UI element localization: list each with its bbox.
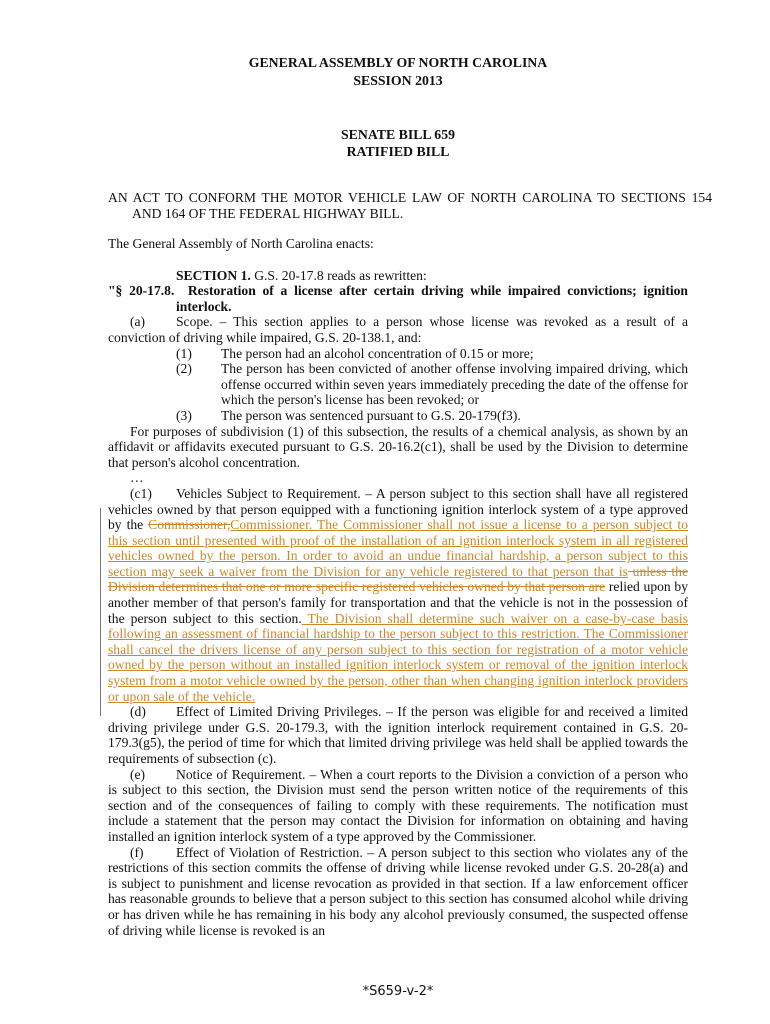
subsection-e <box>108 767 688 845</box>
list-item-number: (2) <box>176 361 192 377</box>
subsection-d-text: Effect of Limited Driving Privileges. – If the person was eligible for and received a limited driving privilege under G.S. 20-179.3, with the ignition interlock requirement contained in G.S. 20-179.3(g5), the period of time for which that limited driving privilege was held shall be applied towards the requirements of subsection (c). <box>108 704 688 766</box>
subsection-a-label: (a) <box>130 314 146 330</box>
subsection-a-text: Scope. – This section applies to a person whose license was revoked as a result of a conviction of driving while impaired, G.S. 20-138.1, and: <box>108 314 688 345</box>
list-item-number: (1) <box>176 345 192 361</box>
list-item-text: The person was sentenced pursuant to G.S. 20-179(f3). <box>221 407 521 423</box>
subsection-f-label: (f) <box>130 844 144 860</box>
subsection-e-label: (e) <box>130 766 146 782</box>
subsection-c1-label: (c1) <box>130 485 152 501</box>
list-item <box>108 346 688 362</box>
subsection-e-text: Notice of Requirement. – When a court reports to the Division a conviction of a person who is subject to this section, the Division must send the person written notice of the requirements of this section and of the consequences of failing to comply with these requirements. The notification must include a statement that the person may contact the Division for information on obtaining and having installed an ignition interlock system of a type approved by the Commissioner. <box>108 766 688 844</box>
document-barcode-id: *S659-v-2* <box>362 984 434 999</box>
bill-number: SENATE BILL 659 <box>341 127 455 142</box>
purposes-paragraph: For purposes of subdivision (1) of this subsection, the results of a chemical analysis, as shown by an affidavit or affidavits executed pursuant to G.S. 20-16.2(c1), shall be used by the Division to determine that person's alcohol concentration. <box>108 423 688 470</box>
list-item-number: (3) <box>176 407 192 423</box>
omission-ellipsis: … <box>130 470 144 486</box>
section-1 <box>108 268 688 284</box>
subsection-d <box>108 704 688 766</box>
subsection-c1-text: Vehicles Subject to Requirement. – A person subject to this section shall have all registered vehicles owned by that person equipped with a functioning ignition interlock system of a type approved by the <box>108 485 688 533</box>
subsection-d-label: (d) <box>130 704 146 720</box>
subsection-c1-text-cont: relied upon by another member of that person's family for transportation and that the vehicle is not in the possession of the person subject to this section. <box>108 579 688 626</box>
inserted-text: Commissioner. The Commissioner shall not issue a license to a person subject to this section until presented with proof of the installation of an ignition interlock system in all registered vehicles owned by the person. In order to avoid an undue financial hardship, a person subject to this section may seek a waiver from the Division for any vehicle registered to that person that is <box>108 517 688 579</box>
section-text: G.S. 20-17.8 reads as rewritten: <box>250 267 427 283</box>
list-item-text: The person has been convicted of another offense involving impaired driving, which offense occurred within seven years immediately preceding the date of the offense for which the person's license has been revoked; or <box>221 361 688 408</box>
assembly-heading: GENERAL ASSEMBLY OF NORTH CAROLINA <box>248 55 548 70</box>
subsection-a <box>108 314 688 345</box>
subsection-f-text: Effect of Violation of Restriction. – A person subject to this section who violates any of the restrictions of this section commits the offense of driving while license revoked under G.S. 20-28(a) and is subject to punishment and license revocation as provided in that section. If a law enforcement officer has reasonable grounds to believe that a person subject to this section has consumed alcohol while driving or has driven while he has remaining in his body any alcohol previously consumed, the suspected offense of driving while license is revoked is an <box>108 844 688 938</box>
list-item <box>108 408 688 424</box>
section-label: SECTION 1. <box>176 267 251 283</box>
list-item-text: The person had an alcohol concentration of 0.15 or more; <box>221 345 534 361</box>
inserted-text: The Division shall determine such waiver on a case-by-case basis following an assessment of financial hardship to the person subject to this restriction. The Commissioner shall cancel the drivers license of any person subject to this section for registration of a motor vehicle owned by the person without an installed ignition interlock system or removal of the ignition interlock system from a motor vehicle owned by the person, other than when changing ignition interlock providers or upon sale of the vehicle. <box>108 610 688 704</box>
enacting-clause: The General Assembly of North Carolina enacts: <box>108 236 374 251</box>
bill-status: RATIFIED BILL <box>346 144 450 159</box>
bill-body <box>108 236 688 938</box>
act-title: AN ACT TO CONFORM THE MOTOR VEHICLE LAW OF NORTH CAROLINA TO SECTIONS 154 AND 164 OF THE FEDERAL HIGHWAY BILL. <box>108 190 712 221</box>
list-item <box>108 361 688 408</box>
revision-bar <box>100 508 101 716</box>
deleted-text: unless the Division determines that one or more specific registered vehicles owned by that person are <box>108 563 688 595</box>
session-heading: SESSION 2013 <box>353 73 443 88</box>
statute-title: "§ 20-17.8. Restoration of a license after certain driving while impaired convictions; ignition interlock. <box>108 283 688 314</box>
deleted-text: Commissioner, <box>148 517 231 533</box>
subsection-f <box>108 845 688 939</box>
subsection-c1 <box>108 486 688 704</box>
